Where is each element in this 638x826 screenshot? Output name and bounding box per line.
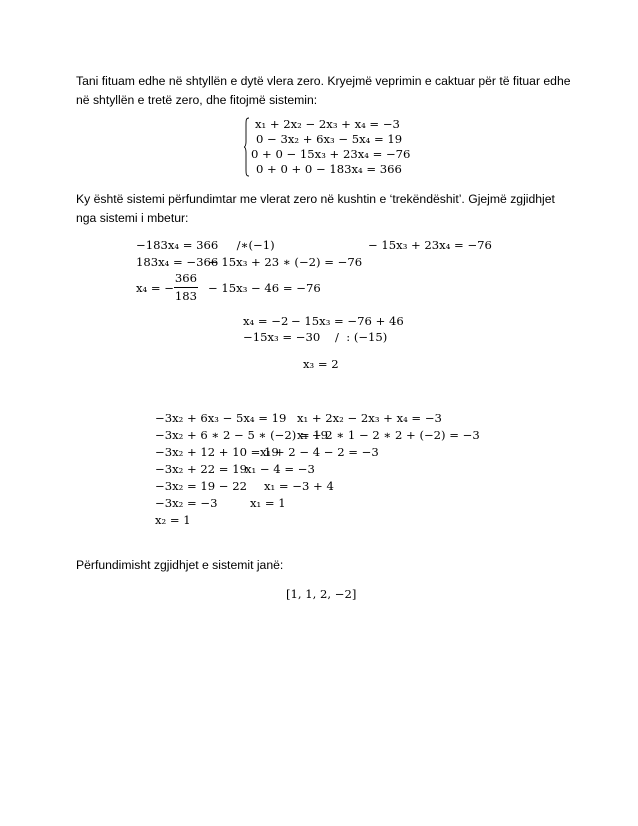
step1-mid-line-2: −15x₃ = −30 / : (−15) (243, 330, 388, 344)
step1-left-line-3: x₄ = − (136, 281, 174, 295)
step1-right-line-1: − 15x₃ + 23x₄ = −76 (368, 238, 492, 252)
x3-result: x₃ = 2 (303, 357, 339, 371)
step2-right-line-1: x₁ + 2x₂ − 2x₃ + x₄ = −3 (297, 411, 442, 425)
intro-paragraph: Tani fituam edhe në shtyllën e dytë vlera zero. Kryejmë veprimin e caktuar për të fituar edhe në shtyllën e tretë zero, dhe fitojmë sistemin: (76, 74, 571, 107)
step2-right-line-5: x₁ = −3 + 4 (264, 479, 334, 493)
fraction-denominator: 183 (174, 289, 198, 303)
system-equation-3: 0 + 0 − 15x₃ + 23x₄ = −76 (251, 147, 411, 161)
fraction-numerator: 366 (174, 271, 198, 285)
step1-left-line-2: 183x₄ = −366 (136, 255, 219, 269)
step1-right-line-2: − 15x₃ + 23 ∗ (−2) = −76 (208, 255, 363, 269)
step1-right-line-3: − 15x₃ − 46 = −76 (208, 281, 321, 295)
system-equation-2: 0 − 3x₂ + 6x₃ − 5x₄ = 19 (256, 132, 403, 146)
equation-system (244, 117, 411, 179)
step1-left-line-1: −183x₄ = 366 /∗(−1) (136, 238, 275, 252)
step2-right-line-6: x₁ = 1 (250, 496, 286, 510)
step2-left-line-6: −3x₂ = −3 (155, 496, 218, 510)
step2-left-line-4: −3x₂ + 22 = 19 (155, 462, 247, 476)
system-equation-1: x₁ + 2x₂ − 2x₃ + x₄ = −3 (255, 117, 400, 131)
after-system-paragraph: Ky është sistemi përfundimtar me vlerat zero në kushtin e ‘trekëndëshit’. Gjejmë zgjidhjet nga sistemi i mbetur: (76, 192, 555, 225)
step2-left-line-7: x₂ = 1 (155, 513, 191, 527)
step1-mid-line-1: − 15x₃ = −76 + 46 (291, 314, 404, 328)
step2-right-line-3: x₁ + 2 − 4 − 2 = −3 (260, 445, 379, 459)
conclusion-paragraph: Përfundimisht zgjidhjet e sistemit janë: (76, 558, 284, 572)
solution-vector: [1, 1, 2, −2] (286, 587, 357, 601)
step2-left-line-1: −3x₂ + 6x₃ − 5x₄ = 19 (155, 411, 287, 425)
step2-left-line-2: −3x₂ + 6 ∗ 2 − 5 ∗ (−2) = 19 (155, 428, 329, 442)
system-equation-4: 0 + 0 + 0 − 183x₄ = 366 (256, 162, 402, 176)
x4-result: x₄ = −2 (243, 314, 289, 328)
step2-left-line-5: −3x₂ = 19 − 22 (155, 479, 247, 493)
step2-right-line-2: x₁ + 2 ∗ 1 − 2 ∗ 2 + (−2) = −3 (297, 428, 480, 442)
step2-right-line-4: x₁ − 4 = −3 (245, 462, 315, 476)
step2-left-line-3: −3x₂ + 12 + 10 = 19 (155, 445, 279, 459)
left-brace (244, 117, 250, 177)
